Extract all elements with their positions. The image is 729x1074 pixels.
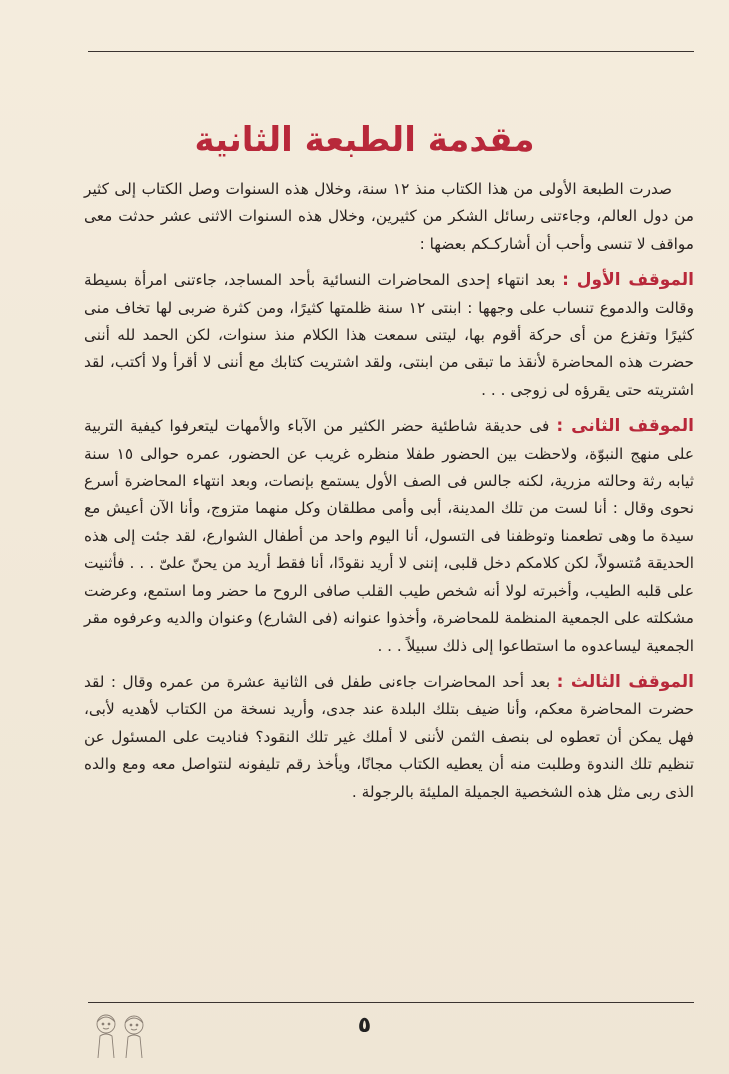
- story-paragraph-3: [84, 669, 694, 806]
- page-number: ٥: [357, 1013, 372, 1038]
- story-text-3: بعد أحد المحاضرات جاءنى طفل فى الثانية عشرة من عمره وقال : لقد حضرت المحاضرة معكم، وأنا ضيف بتلك البلدة عند جدى، وأريد نسخة من الكتاب لأهديه لأبى، فهل يمكن أن تعطوه لى بنصف الثمن لأننى لا أملك غير تلك النقود؟ فناديت على المسئول عن تنظيم تلك الندوة وطلبت منه أن يعطيه الكتاب مجانًا، ويأخذ رقم تليفونه لنتواصل معه ومع والده الذى ربى مثل هذه الشخصية الجميلة المليئة بالرجولة .: [84, 672, 694, 801]
- page-title: مقدمة الطبعة الثانية: [194, 120, 535, 160]
- story-paragraph-1: [84, 267, 694, 404]
- top-rule: [88, 51, 694, 52]
- body-text: [84, 176, 694, 815]
- story-label-1: الموقف الأول :: [562, 270, 694, 291]
- intro-paragraph: صدرت الطبعة الأولى من هذا الكتاب منذ ١٢ سنة، وخلال هذه السنوات وصل الكتاب إلى كثير من دول العالم، وجاءتنى رسائل الشكر من كثيرين، وخلال هذه السنوات الاثنى عشر حدثت معى مواقف لا تنسى وأحب أن أشاركـكم بعضها :: [84, 180, 694, 253]
- story-label-2: الموقف الثانى :: [556, 416, 694, 437]
- story-text-2: فى حديقة شاطئية حضر الكثير من الآباء والأمهات ليتعرفوا كيفية التربية على منهج النبوّة، ولاحظت بين الحضور طفلا منظره غريب عن الحضور، عمره حوالى ١٥ سنة ثيابه رثة وحالته مزرية، لكنه جالس فى الصف الأول يستمع بإنصات، وبعد انتهاء المحاضرة أسرع نحوى وقال : أنا لست من تلك المدينة، أبى وأمى مطلقان وكل منهما متزوج، وأنا الآن أعيش مع سيدة ما وهى تطعمنا وتوظفنا فى التسول، أنا اليوم واحد من أطفال الشوارع، لقد جئت إلى هذه الحديقة مُتسولاً، لكن كلامكم دخل قلبى، إننى لا أريد نقودًا، أنا فقط أريد من يحنّ علىّ . . . فأثنيت على قلبه الطيب، وأخبرته لولا أنه شخص طيب القلب صافى الروح ما حضر وما استمع، وعرضت مشكلته على الجمعية المنظمة للمحاضرة، وأخذوا عنوانه (فى الشارع) وعنوان والديه وعرفوه مقر الجمعية ليساعدوه ما استطاعوا إلى ذلك سبيلاً . . .: [84, 417, 694, 655]
- story-label-3: الموقف الثالث :: [556, 671, 694, 692]
- bottom-rule: [88, 1002, 694, 1003]
- story-paragraph-2: [84, 413, 694, 660]
- story-text-1: بعد انتهاء إحدى المحاضرات النسائية بأحد المساجد، جاءتنى امرأة بسيطة وقالت والدموع تنساب على وجهها : ابنتى ١٢ سنة ظلمتها كثيرًا، ومن كثرة ضربى لها تخاف منى كثيرًا وتفزع من أى حركة أقوم بها، ليتنى سمعت هذا الكلام منذ سنوات، لكن الحمد لله أننى حضرت هذه المحاضرة لأنقذ ما تبقى من ابنتى، ولقد اشتريت كتابك مع أننى لا أقرأ ولا أكتب، لقد اشتريته حتى يقرؤه لى زوجى . . .: [84, 271, 694, 399]
